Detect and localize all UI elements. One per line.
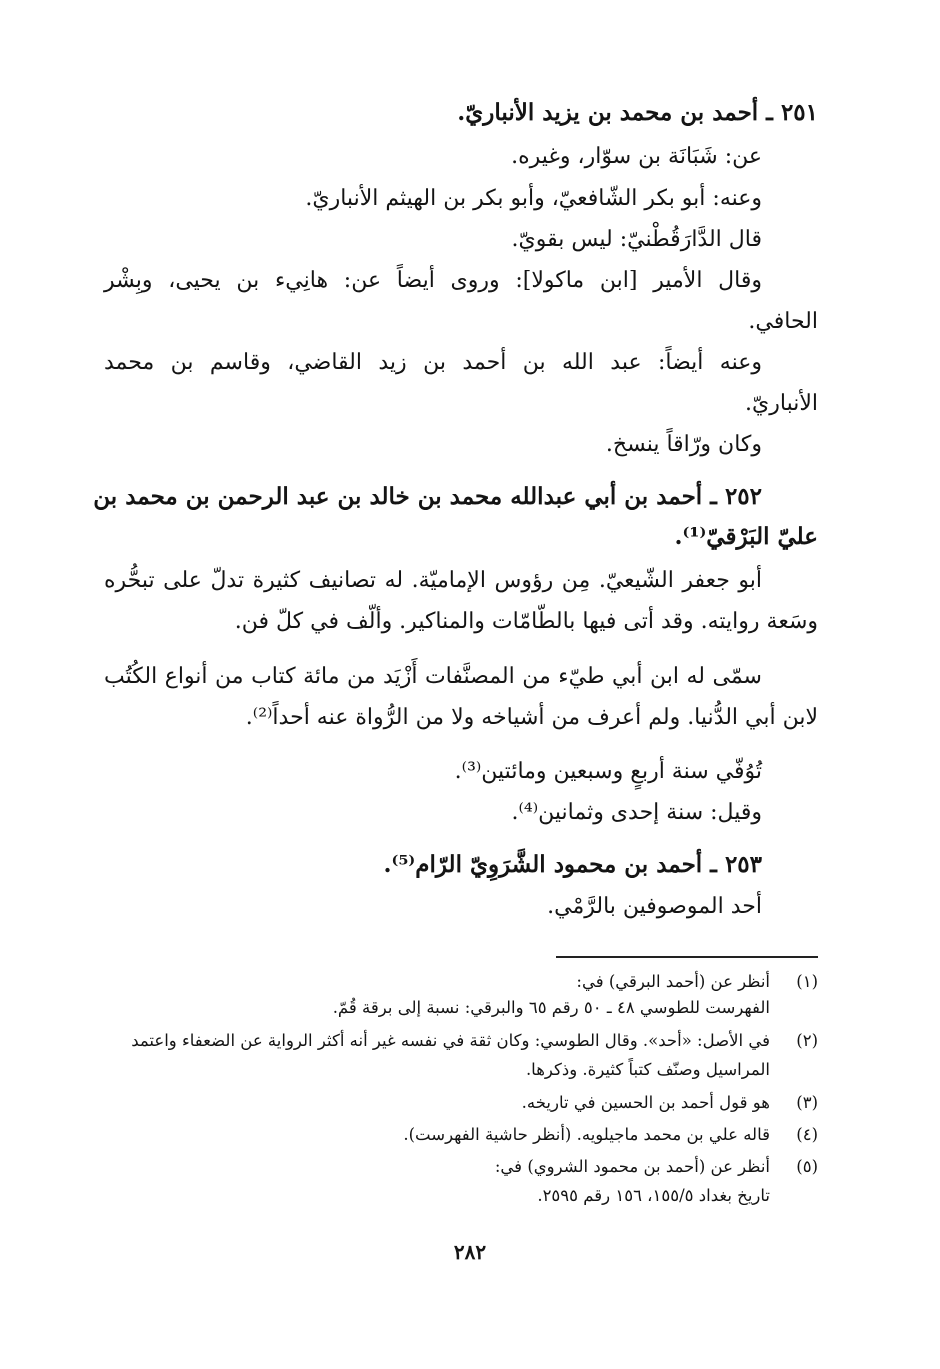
footnote-text: قاله علي بن محمد ماجيلويه. (أنظر حاشية الفهرست). (403, 1125, 770, 1144)
entry-252-line: وسَعة روايته. وقد أتى فيها بالطّامّات والمناكير. وألّف في كلّ فن. (234, 609, 818, 634)
entry-252-heading: ٢٥٢ ـ أحمد بن أبي عبدالله محمد بن خالد بن عبد الرحمن بن محمد بن (93, 483, 762, 510)
entry-252-line: سمّى له ابن أبي طيّء من المصنَّفات أَزْيَد من مائة كتاب من أنواع الكُتُب (104, 664, 762, 689)
footnote-divider (556, 956, 818, 958)
footnote-number: (٥) (796, 1157, 818, 1176)
entry-252-line: تُوُفّي سنة أربعٍ وسبعين ومائتين⁽³⁾. (454, 759, 762, 784)
entry-252-heading: عليّ البَرْقيّ⁽¹⁾. (674, 523, 818, 550)
entry-252-line: لابن أبي الدُّنيا. ولم أعرف من أشياخه ولا من الرُّواة عنه أحداً⁽²⁾. (245, 705, 818, 730)
entry-251-line: وكان ورّاقاً ينسخ. (605, 432, 762, 457)
entry-251-line: الحافي. (748, 309, 818, 334)
footnote-text: المراسيل وصنّف كتباً كثيرة. وذكرها. (525, 1060, 770, 1079)
footnote (104, 1155, 818, 1179)
entry-251-line: قال الدَّارَقُطْنيّ: ليس بقويّ. (511, 227, 762, 252)
entry-252-line: وقيل: سنة إحدى وثمانين⁽⁴⁾. (511, 800, 762, 825)
footnote (104, 970, 818, 994)
entry-251-line: وقال الأمير [ابن ماكولا]: وروى أيضاً عن: هانِيء بن يحيى، وبِشْر (104, 268, 762, 293)
footnote-number: (١) (796, 972, 818, 991)
entry-251-line: وعنه أيضاً: عبد الله بن أحمد بن زيد القاضي، وقاسم بن محمد (104, 350, 762, 375)
footnote-text: أنظر عن (أحمد بن محمود الشروي) في: (494, 1157, 770, 1176)
footnote (104, 1029, 818, 1053)
entry-253-heading: ٢٥٣ ـ أحمد بن محمود الشَّرَوِيّ الرّام⁽⁵⁾. (383, 851, 762, 878)
entry-253-line: أحد الموصوفين بالرَّمْي. (547, 894, 762, 919)
page-number: ٢٨٢ (453, 1240, 487, 1264)
entry-251-line: الأنباريّ. (745, 391, 818, 416)
footnote-text: هو قول أحمد بن الحسين في تاريخه. (521, 1093, 770, 1112)
footnote-text: في الأصل: «أحد». وقال الطوسي: وكان ثقة في نفسه غير أنه أكثر الرواية عن الضعفاء واعتمد (131, 1031, 770, 1050)
footnote-number: (٢) (796, 1031, 818, 1050)
footnote-text: تاريخ بغداد ١٥٥/٥، ١٥٦ رقم ٢٥٩٥. (537, 1186, 770, 1205)
footnote (104, 1123, 818, 1147)
entry-252-line: أبو جعفر الشّيعيّ. مِن رؤوس الإماميّة. له تصانيف كثيرة تدلّ على تبحُّره (104, 568, 762, 593)
entry-251-heading: ٢٥١ ـ أحمد بن محمد بن يزيد الأنباريّ. (457, 99, 818, 126)
footnote-number: (٣) (796, 1093, 818, 1112)
footnote (104, 1091, 818, 1115)
footnote-text: الفهرست للطوسي ٤٨ ـ ٥٠ رقم ٦٥ والبرقي: نسبة إلى برقة قُمّ. (332, 998, 770, 1017)
footnote-text: أنظر عن (أحمد البرقي) في: (576, 972, 770, 991)
entry-251-line: وعنه: أبو بكر الشّافعيّ، وأبو بكر بن الهيثم الأنباريّ. (305, 186, 762, 211)
footnote-number: (٤) (796, 1125, 818, 1144)
entry-251-line: عن: شَبَانَة بن سوّار، وغيره. (511, 144, 762, 169)
